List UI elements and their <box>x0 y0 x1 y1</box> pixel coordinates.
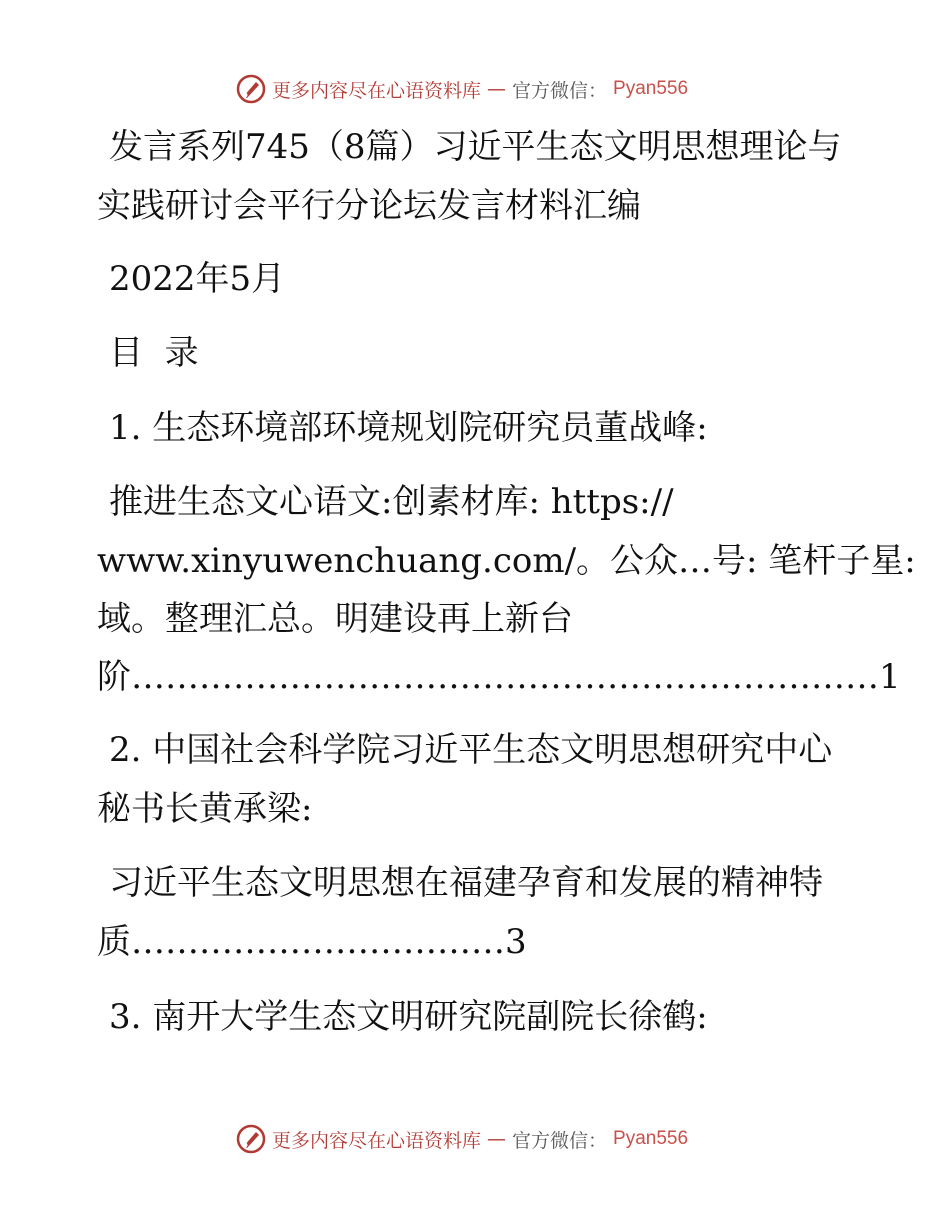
toc-item-2-heading: 2. 中国社会科学院习近平生态文明思想研究中心 <box>109 730 833 770</box>
watermark-dash: — <box>487 1128 507 1150</box>
watermark-wechat-label: 官方微信： <box>512 79 608 102</box>
toc-item-1-page-line: 阶…………………………………………………………1 <box>97 657 901 697</box>
toc-item-2-line: 习近平生态文明思想在福建孕育和发展的精神特 <box>109 863 823 903</box>
watermark-banner-top <box>236 74 688 104</box>
document-date: 2022年5月 <box>109 259 286 299</box>
toc-item-1-line: www.xinyuwenchuang.com/。公众…号: 笔杆子星: <box>97 541 916 581</box>
toc-item-1-heading: 1. 生态环境部环境规划院研究员董战峰: <box>109 408 708 448</box>
watermark-wechat-id: Pyan556 <box>613 78 689 99</box>
watermark-text: 更多内容尽在心语资料库 <box>272 79 482 102</box>
toc-item-2-page-line: 质……………………………3 <box>97 922 527 962</box>
document-title-line-1: 发言系列745（8篇）习近平生态文明思想理论与 <box>109 127 842 167</box>
watermark-banner-bottom <box>236 1124 688 1154</box>
watermark-wechat-id: Pyan556 <box>613 1128 689 1149</box>
toc-item-1-line: 推进生态文心语文:创素材库: https:// <box>109 482 674 522</box>
watermark-wechat-label: 官方微信： <box>512 1129 608 1152</box>
watermark-text: 更多内容尽在心语资料库 <box>272 1129 482 1152</box>
document-title-line-2: 实践研讨会平行分论坛发言材料汇编 <box>97 186 641 226</box>
pen-seal-icon <box>236 1124 266 1154</box>
toc-item-3-heading: 3. 南开大学生态文明研究院副院长徐鹤: <box>109 997 708 1037</box>
toc-heading: 目 录 <box>109 333 199 373</box>
toc-item-1-line: 域。整理汇总。明建设再上新台 <box>97 599 573 639</box>
watermark-dash: — <box>487 78 507 100</box>
pen-seal-icon <box>236 74 266 104</box>
toc-item-2-heading-cont: 秘书长黄承梁: <box>97 789 313 829</box>
